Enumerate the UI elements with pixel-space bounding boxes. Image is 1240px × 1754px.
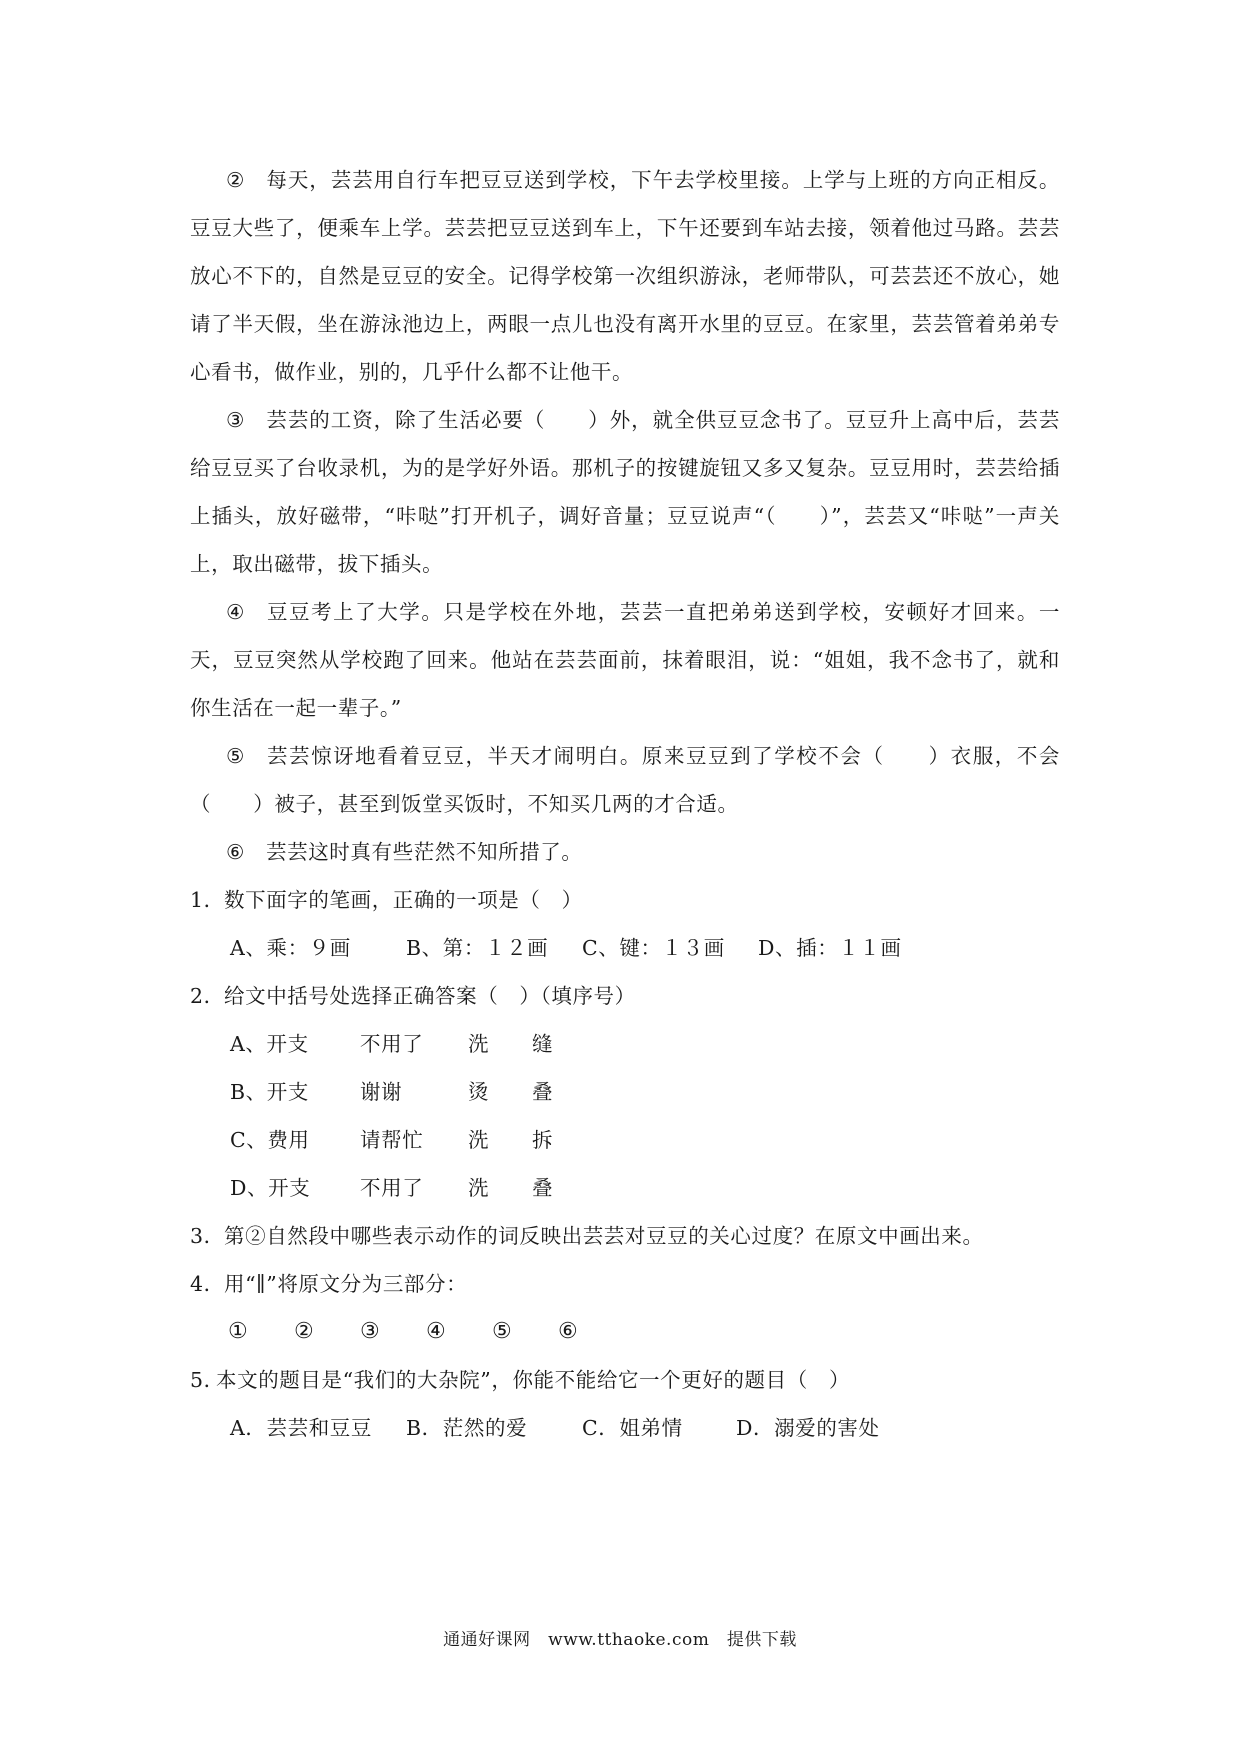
paragraph-text: 芸芸这时真有些茫然不知所措了。 (266, 840, 583, 864)
mark-1: ① (228, 1319, 248, 1344)
question-text: 用“∥”将原文分为三部分： (224, 1272, 468, 1296)
question-text: 本文的题目是“我们的大杂院”，你能不能给它一个更好的题目（ ） (216, 1368, 851, 1392)
question-text: 第②自然段中哪些表示动作的词反映出芸芸对豆豆的关心过度？在原文中画出来。 (224, 1224, 984, 1248)
option-cell: 洗 (468, 1128, 490, 1152)
question-text: 数下面字的笔画，正确的一项是（ ） (224, 888, 583, 912)
paragraph-6 (190, 828, 1060, 876)
paragraph-2 (190, 156, 1060, 396)
paragraph-5 (190, 732, 1060, 828)
option-d: D．溺爱的害处 (736, 1416, 880, 1440)
mark-5: ⑤ (492, 1319, 512, 1344)
option-cell: B、开支 (230, 1080, 309, 1104)
question-number: 1． (190, 888, 225, 912)
paragraph-number: ⑤ (226, 744, 245, 768)
paragraph-text: 豆豆考上了大学。只是学校在外地，芸芸一直把弟弟送到学校，安顿好才回来。一天，豆豆突然从学校跑了回来。他站在芸芸面前，抹着眼泪，说：“姐姐，我不念书了，就和你生活在一起一辈子。” (190, 600, 1060, 720)
option-cell: 叠 (532, 1080, 554, 1104)
option-cell: C、费用 (230, 1128, 310, 1152)
option-a: A、乘：９画 (230, 936, 351, 960)
paragraph-number: ② (226, 168, 245, 192)
paragraph-number: ⑥ (226, 840, 245, 864)
option-cell: 烫 (468, 1080, 490, 1104)
option-a: A．芸芸和豆豆 (230, 1416, 373, 1440)
paragraph-number: ④ (226, 600, 245, 624)
option-cell: 叠 (532, 1176, 554, 1200)
paragraph-number: ③ (226, 408, 245, 432)
paragraph-4 (190, 588, 1060, 732)
question-2-options (230, 1020, 1060, 1212)
mark-2: ② (294, 1319, 314, 1344)
paragraph-text: 芸芸的工资，除了生活必要（ ）外，就全供豆豆念书了。豆豆升上高中后，芸芸给豆豆买了台收录机，为的是学好外语。那机子的按键旋钮又多又复杂。豆豆用时，芸芸给插上插头，放好磁带，“咔哒”打开机子，调好音量；豆豆说声“（ ）”，芸芸又“咔哒”一声关上，取出磁带，拔下插头。 (190, 408, 1060, 576)
question-1-options (230, 924, 1060, 972)
option-row-c (230, 1116, 1060, 1164)
question-number: 4． (190, 1272, 225, 1296)
question-1 (190, 876, 1060, 924)
question-5 (190, 1356, 1060, 1404)
question-5-options (230, 1404, 1060, 1452)
option-cell: 不用了 (360, 1032, 424, 1056)
option-cell: 请帮忙 (360, 1128, 424, 1152)
mark-4: ④ (426, 1319, 446, 1344)
page-footer: 通通好课网 www.tthaoke.com 提供下载 (443, 1630, 797, 1650)
paragraph-text: 芸芸惊讶地看着豆豆，半天才闹明白。原来豆豆到了学校不会（ ）衣服，不会（ ）被子，甚至到饭堂买饭时，不知买几两的才合适。 (190, 744, 1060, 816)
option-c: C．姐弟情 (582, 1416, 683, 1440)
option-cell: 洗 (468, 1032, 490, 1056)
option-b: B．茫然的爱 (406, 1416, 528, 1440)
option-c: C、键：１３画 (582, 936, 725, 960)
paragraph-3 (190, 396, 1060, 588)
option-cell: 缝 (532, 1032, 554, 1056)
option-d: D、插：１１画 (758, 936, 902, 960)
option-cell: A、开支 (230, 1032, 309, 1056)
question-text: 给文中括号处选择正确答案（ ）（填序号） (224, 984, 636, 1008)
option-row-b (230, 1068, 1060, 1116)
mark-3: ③ (360, 1319, 380, 1344)
paragraph-text: 每天，芸芸用自行车把豆豆送到学校，下午去学校里接。上学与上班的方向正相反。豆豆大些了，便乘车上学。芸芸把豆豆送到车上，下午还要到车站去接，领着他过马路。芸芸放心不下的，自然是豆豆的安全。记得学校第一次组织游泳，老师带队，可芸芸还不放心，她请了半天假，坐在游泳池边上，两眼一点儿也没有离开水里的豆豆。在家里，芸芸管着弟弟专心看书，做作业，别的，几乎什么都不让他干。 (190, 168, 1060, 384)
option-cell: 谢谢 (360, 1080, 403, 1104)
option-cell: D、开支 (230, 1176, 311, 1200)
option-row-d (230, 1164, 1060, 1212)
option-b: B、第：１２画 (406, 936, 549, 960)
question-3 (190, 1212, 1060, 1260)
question-number: 5． (190, 1368, 225, 1392)
mark-6: ⑥ (558, 1319, 578, 1344)
option-cell: 不用了 (360, 1176, 424, 1200)
document-body (190, 156, 1060, 1452)
question-2 (190, 972, 1060, 1020)
question-4 (190, 1260, 1060, 1308)
paragraph-marks (228, 1308, 1060, 1356)
option-row-a (230, 1020, 1060, 1068)
option-cell: 洗 (468, 1176, 490, 1200)
option-cell: 拆 (532, 1128, 554, 1152)
question-number: 3． (190, 1224, 225, 1248)
question-number: 2． (190, 984, 225, 1008)
